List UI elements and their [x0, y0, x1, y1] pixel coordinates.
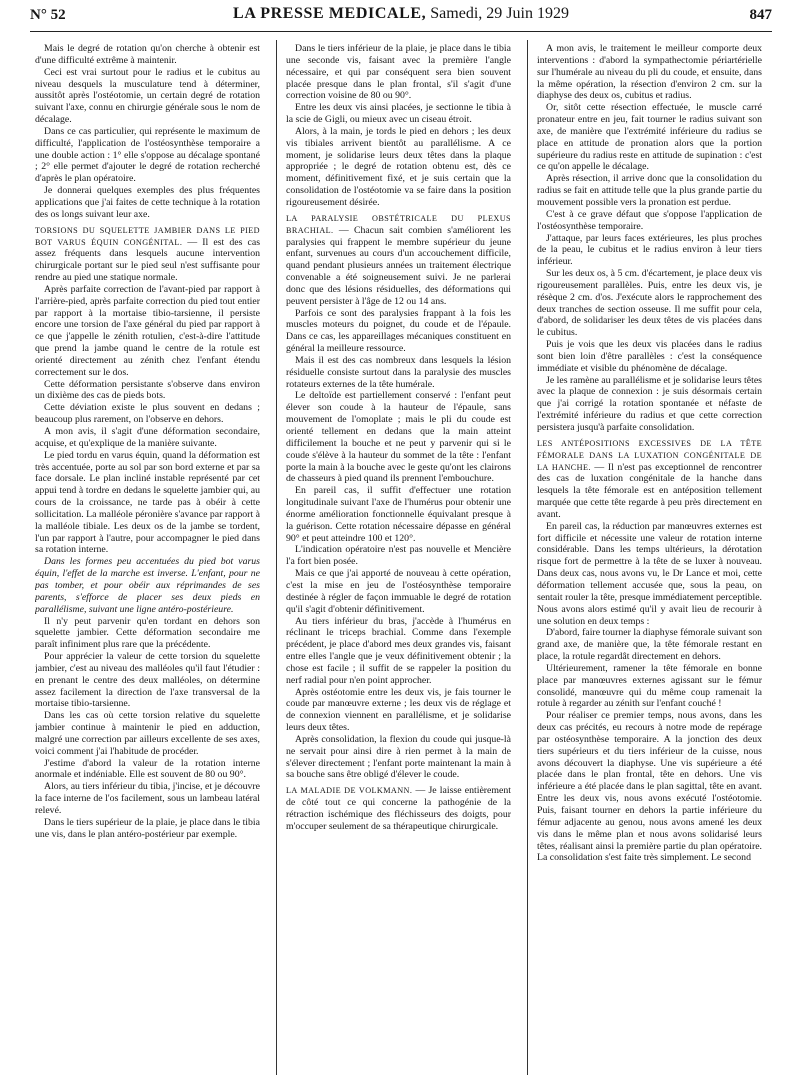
- paragraph: Puis je vois que les deux vis placées dans le radius sont bien loin d'être parallèles : c'est la conséquence immédiate et visible du phénomène de décalage.: [537, 339, 762, 374]
- paragraph: J'attaque, par leurs faces extérieures, les plus proches de la peau, le cubitus et le radius environ à leur tiers inférieur.: [537, 232, 762, 268]
- paragraph: Pour réaliser ce premier temps, nous avons, dans les deux cas précités, eu recours à notre mode de repérage par ostéosynthèse temporaire. A la jonction des deux tiers supérieurs et du tiers inférieur de la cuisse, nous avons découvert la diaphyse. Une vis supérieure a été placée dans le plan frontal, tête en dehors. Une vis inférieure a été placée dans le plan sagittal, tête en avant. Entre les deux vis, nous avons exécuté l'ostéotomie. Puis, faisant tourner en dehors la partie inférieure du fémur adjacente au genou, nous avons amené les deux vis dans le même plan et nous avons solidarisé leurs têtes, réalisant ainsi la première partie du plan opératoire. La consolidation s'est faite très simplement. Le second: [537, 710, 762, 864]
- paragraph: L'indication opératoire n'est pas nouvelle et Mencière l'a fort bien posée.: [286, 544, 511, 568]
- paragraph: Mais il est des cas nombreux dans lesquels la lésion résiduelle consiste surtout dans la paralysie des muscles rotateurs externes de la tête humérale.: [286, 354, 511, 390]
- paragraph: Après parfaite correction de l'avant-pied par rapport à l'arrière-pied, après parfaite correction du pied tout entier par rapport à la mortaise tibio-tarsienne, il persiste encore une torsion de l'axe général du pied par rapport à ce que j'appelle le zénith rotulien, c'est-à-dire l'attitude que prend la jambe quand le centre de la rotule est orienté directement au zénith chez l'enfant étendu correctement sur le dos.: [35, 283, 260, 378]
- paragraph: Cette déformation persistante s'observe dans environ un dixième des cas de pieds bots.: [35, 378, 260, 402]
- paragraph: Cette déviation existe le plus souvent en dedans ; beaucoup plus rarement, on l'observe en dehors.: [35, 402, 260, 426]
- paragraph: Dans ce cas particulier, qui représente le maximum de difficulté, l'application de l'ostéosynthèse temporaire a une double action : 1° elle s'oppose au décalage spontané ; 2° elle permet d'ajouter le degré de rotation recherché d'après le plan opératoire.: [35, 125, 260, 185]
- paragraph: En pareil cas, il suffit d'effectuer une rotation longitudinale suivant l'axe de l'humérus pour obtenir une énorme amélioration fonctionnelle équivalant presque à la guérison. Cette rotation nécessaire dépasse en général 90° et peut atteindre 100 et 120°.: [286, 485, 511, 544]
- paragraph: En pareil cas, la réduction par manœuvres externes est fort difficile et nécessite une valeur de rotation interne considérable. Dans les temps ultérieurs, la dérotation risque fort de permettre à la tête de se luxer à nouveau. Dans deux cas, nous avons vu, le Dr Lance et moi, cette déformation tellement accusée que, sous la peau, on sentait rouler la tête, presque immédiatement perceptible. Nous avons alors estimé qu'il y avait lieu de recourir à une solution en deux temps :: [537, 520, 762, 627]
- paragraph: Alors, au tiers inférieur du tibia, j'incise, et je découvre la face interne de l'os facilement, sous un lambeau latéral relevé.: [35, 781, 260, 816]
- paragraph-text: — Je laisse entièrement de côté tout ce qui concerne la pathogénie de la rétraction ischémique des fléchisseurs des doigts, pour m'occuper seulement de sa thérapeutique chirurgicale.: [286, 785, 511, 832]
- paragraph: Dans les cas où cette torsion relative du squelette jambier continue à maintenir le pied en adduction, malgré une correction par ailleurs excellente de ses axes, voici comment j'ai l'habitude de procéder.: [35, 710, 260, 757]
- paragraph-text: — Il n'est pas exceptionnel de rencontrer des cas de luxation congénitale de la hanche dans lesquels la tête fémorale est en antéposition tellement marquée que cette tête regarde à peu près directement en avant.: [537, 461, 762, 520]
- section-heading: LES ANTÉPOSITIONS EXCESSIVES DE LA TÊTE FÉMORALE DANS LA LUXATION CONGÉNITALE DE LA HANCHE.: [537, 438, 762, 472]
- paragraph: Sur les deux os, à 5 cm. d'écartement, je place deux vis rigoureusement parallèles. Puis, entre les deux vis, je résèque 2 cm. d'os. J'exécute alors le rapprochement des deux tranches de section osseuse. Il me suffit pour cela, d'abord, de solidariser les deux têtes de vis placées dans le cubitus.: [537, 268, 762, 339]
- column-divider: [276, 40, 277, 1075]
- paragraph: Après consolidation, la flexion du coude qui jusque-là ne servait pour ainsi dire à rien permet à la main de s'élever directement ; l'enfant porte maintenant la main à sa bouche sans être obligé d'élever le coude.: [286, 733, 511, 781]
- paragraph: Dans les formes peu accentuées du pied bot varus équin, l'effet de la marche est inverse. L'enfant, pour ne pas tomber, et pour obéir aux réprimandes de ses parents, s'efforce de placer ses deux pieds en parallélisme, suivant une ligne antéro-postérieure.: [35, 556, 260, 615]
- page-header: [30, 0, 772, 34]
- paragraph: D'abord, faire tourner la diaphyse fémorale suivant son grand axe, de manière que, la tête fémorale restant en place, la rotule regardât directement en dehors.: [537, 627, 762, 663]
- journal-masthead: [30, 5, 772, 23]
- paragraph: Le deltoïde est partiellement conservé : l'enfant peut élever son coude à la hauteur de l'épaule, sans mouvement de l'omoplate ; mais le pli du coude est orienté tellement en dedans que la main atteint difficilement la bouche et ne peut y parvenir qui si le coude s'élève à la hauteur du sommet de la tête : l'enfant porte la main à la bouche avec le geste qu'ont les clairons de chasseurs à pied quand ils prennent l'embouchure.: [286, 390, 511, 485]
- paragraph: Il n'y peut parvenir qu'en tordant en dehors son squelette jambier. Cette déformation secondaire me paraît infiniment plus rare que la précédente.: [35, 615, 260, 651]
- column-divider: [527, 40, 528, 1075]
- paragraph: Entre les deux vis ainsi placées, je sectionne le tibia à la scie de Gigli, ou mieux avec un ciseau étroit.: [286, 102, 511, 126]
- paragraph: Je les ramène au parallélisme et je solidarise leurs têtes avec la plaque de connexion : je suis désormais certain que j'ai corrigé la rotation spontanée et néfaste de l'extrémité inférieure du radius et que cette correction persistera jusqu'à parfaite consolidation.: [537, 374, 762, 433]
- paragraph: Je donnerai quelques exemples des plus fréquentes applications que j'ai faites de cette technique à la rotation des os longs suivant leur axe.: [35, 185, 260, 220]
- paragraph: Or, sitôt cette résection effectuée, le muscle carré pronateur entre en jeu, fait tourner le radius suivant son axe, de manière que l'extrémité inférieure du radius se place en attitude de pronation alors que la portion supérieure du radius reste en attitude de supination : c'est ce qu'on appelle le décalage.: [537, 102, 762, 173]
- section-heading: LA PARALYSIE OBSTÉTRICALE DU PLEXUS BRACHIAL.: [286, 213, 511, 235]
- paragraph: Mais ce que j'ai apporté de nouveau à cette opération, c'est la mise en jeu de l'ostéosynthèse temporaire destinée à régler de façon immuable le degré de rotation qu'il s'agit d'obtenir définitivement.: [286, 568, 511, 615]
- paragraph: J'estime d'abord la valeur de la rotation interne anormale et indéniable. Elle est souvent de 80 ou 90°.: [35, 757, 260, 781]
- paragraph: Dans le tiers inférieur de la plaie, je place dans le tibia une seconde vis, faisant avec la première l'angle nécessaire, et qui par conséquent sera bien souvent placée presque dans le plan frontal, s'il s'agit d'une correction voisine de 80 ou 90°.: [286, 43, 511, 102]
- paragraph: C'est à ce grave défaut que s'oppose l'application de l'ostéosynthèse temporaire.: [537, 208, 762, 232]
- issue-date: Samedi, 29 Juin 1929: [426, 5, 569, 22]
- journal-title: LA PRESSE MEDICALE,: [233, 5, 427, 22]
- paragraph: Ceci est vrai surtout pour le radius et le cubitus au niveau desquels la musculature tend à déterminer, aussitôt après l'ostéotomie, un certain degré de rotation suivant l'axe, connu en chirurgie générale sous le nom de décalage.: [35, 66, 260, 126]
- header-rule: [30, 31, 772, 32]
- paragraph: Parfois ce sont des paralysies frappant à la fois les muscles moteurs du poignet, du coude et de l'épaule. Dans ce cas, les appareillages mécaniques constituent en général la meilleure ressource.: [286, 307, 511, 355]
- paragraph-text: — Chacun sait combien s'améliorent les paralysies qui frappent le membre supérieur du jeune enfant, survenues au cours d'un accouchement difficile, quand pendant plusieurs années un traitement électrique convenable a été soigneusement suivi. Je ne parlerai donc que des lésions résiduelles, des déformations qui peuvent persister à l'âge de 12 ou 14 ans.: [286, 224, 511, 307]
- paragraph: Après ostéotomie entre les deux vis, je fais tourner le coude par manœuvre externe ; les deux vis de réglage et de connexion viennent en parallélisme, et je solidarise leurs deux têtes.: [286, 686, 511, 734]
- paragraph: A mon avis, il s'agit d'une déformation secondaire, acquise, et qu'explique de la manière suivante.: [35, 426, 260, 449]
- page-number: 847: [749, 7, 772, 23]
- section-heading: TORSIONS DU SQUELETTE JAMBIER DANS LE PIED BOT VARUS ÉQUIN CONGÉNITAL.: [35, 225, 260, 247]
- text-column-1: [35, 43, 260, 1075]
- paragraph-text: — Il est des cas assez fréquents dans lesquels aucune intervention chirurgicale portant sur le pied seul n'est suffisante pour rendre au pied une statique normale.: [35, 236, 260, 284]
- paragraph: Après résection, il arrive donc que la consolidation du radius se fait en attitude telle que la plus grande partie du mouvement possible vers la pronation est perdue.: [537, 173, 762, 208]
- paragraph: Alors, à la main, je tords le pied en dehors ; les deux vis tibiales arrivent bientôt au parallélisme. A ce moment, je solidarise leurs deux têtes dans la plaque appropriée ; le degré de rotation obtenu est, dès ce moment, définitivement fixé, et je suis certain que la consolidation de l'ostéotomie va se faire dans la position rigoureusement désirée.: [286, 125, 511, 208]
- text-column-3: [537, 43, 762, 1075]
- section-heading: LA MALADIE DE VOLKMANN.: [286, 786, 413, 796]
- paragraph: Au tiers inférieur du bras, j'accède à l'humérus en réclinant le triceps brachial. Comme dans l'exemple précédent, je place d'abord mes deux grandes vis, faisant entre elles l'angle que je veux définitivement obtenir ; la chose est facile ; il suffit de se rappeler la position du nerf radial pour n'en point approcher.: [286, 615, 511, 686]
- paragraph: Mais le degré de rotation qu'on cherche à obtenir est d'une difficulté extrême à maintenir.: [35, 43, 260, 66]
- paragraph: Le pied tordu en varus équin, quand la déformation est très accentuée, porte au sol par son bord externe et par sa face dorsale. Le plan incliné instable représenté par cet appui tend à tordre en dedans le squelette jambier qui, au cours de la croissance, ne tarde pas à obéir à cette sollicitation. La malléole péronière s'avance par rapport à la malléole tibiale. Les deux os de la jambe se tordent, l'un par rapport à l'autre, pour accompagner le pied dans sa rotation interne.: [35, 449, 260, 556]
- paragraph: A mon avis, le traitement le meilleur comporte deux interventions : d'abord la sympathectomie périartérielle sur l'humérale au niveau du pli du coude, et ensuite, dans la même opération, la résection d'environ 2 cm. sur la diaphyse des deux os, cubitus et radius.: [537, 43, 762, 102]
- paragraph: Pour apprécier la valeur de cette torsion du squelette jambier, c'est au niveau des malléoles qu'il faut l'étudier : en prenant le centre des deux malléoles, on détermine assez facilement la direction de l'axe transversal de la mortaise tibio-tarsienne.: [35, 651, 260, 710]
- text-column-2: [286, 43, 511, 1075]
- paragraph: Ultérieurement, ramener la tête fémorale en bonne place par manœuvres externes agissant sur le fémur consolidé, manœuvre qui du même coup ramenait la rotule à regarder au zénith sur l'enfant couché !: [537, 662, 762, 710]
- issue-number: N° 52: [30, 7, 66, 23]
- paragraph: Dans le tiers supérieur de la plaie, je place dans le tibia une vis, dans le plan antéro-postérieur par exemple.: [35, 816, 260, 840]
